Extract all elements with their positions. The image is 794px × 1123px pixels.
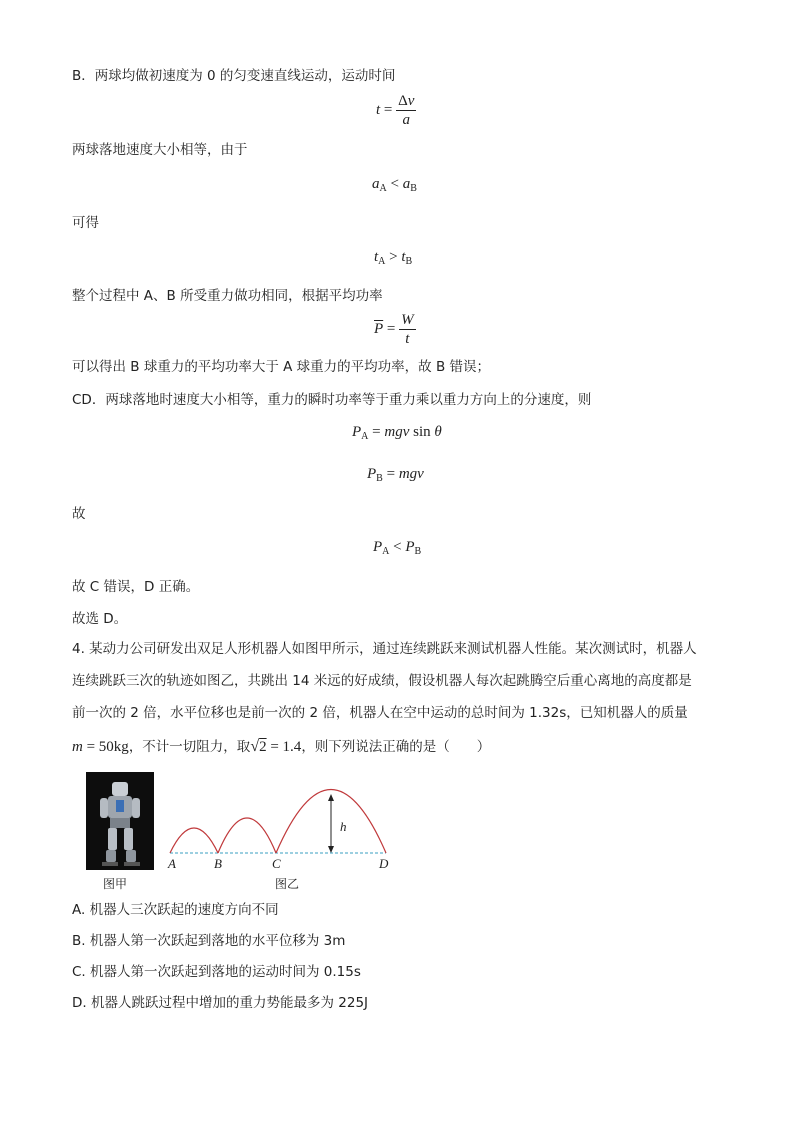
label-h: h	[340, 819, 347, 834]
trajectory-diagram	[160, 786, 400, 872]
text-line: 故	[72, 506, 86, 522]
mass-equation: m = 50kg	[72, 739, 129, 755]
question-text: ，不计一切阻力，取	[128, 739, 251, 755]
equation-pa: $P_A$ = mgv sin θ	[352, 424, 442, 442]
text-line: 整个过程中 A、B 所受重力做功相同，根据平均功率	[72, 288, 383, 304]
text-line: B．两球均做初速度为 0 的匀变速直线运动，运动时间	[72, 68, 396, 84]
arc-1	[170, 828, 218, 853]
text-line: 可得	[72, 215, 99, 231]
text-line: 可以得出 B 球重力的平均功率大于 A 球重力的平均功率，故 B 错误；	[72, 359, 491, 375]
question-line: 连续跳跃三次的轨迹如图乙，共跳出 14 米远的好成绩，假设机器人每次起跳腾空后重心离地的高度都是	[72, 673, 692, 689]
question-text: ，则下列说法正确的是（ ）	[301, 739, 491, 755]
equation-p-avg: $\overline{P}$ = $\frac{W}{t}$	[374, 312, 414, 347]
option-d: D. 机器人跳跃过程中增加的重力势能最多为 225J	[72, 995, 369, 1011]
question-line: 前一次的 2 倍，水平位移也是前一次的 2 倍，机器人在空中运动的总时间为 1.32s，已知机器人的质量	[72, 705, 688, 721]
option-c: C. 机器人第一次跃起到落地的运动时间为 0.15s	[72, 964, 361, 980]
arrow-head-up	[328, 794, 334, 801]
text-line: 两球落地速度大小相等，由于	[72, 142, 248, 158]
text-line: 故选 D。	[72, 611, 128, 627]
text-line: 故 C 错误，D 正确。	[72, 579, 200, 595]
option-b: B. 机器人第一次跃起到落地的水平位移为 3m	[72, 933, 346, 949]
caption-fig2: 图乙	[275, 877, 300, 891]
robot-icon	[86, 772, 154, 870]
label-c: C	[272, 856, 281, 871]
equation-t-compare: $t_A > t_B$	[374, 249, 413, 267]
sqrt-equation: √2 = 1.4	[250, 738, 302, 755]
question-line: 4. 某动力公司研发出双足人形机器人如图甲所示，通过连续跳跃来测试机器人性能。某次测试时，机器人	[72, 641, 697, 657]
label-a: A	[168, 856, 176, 871]
text-line: CD．两球落地时速度大小相等，重力的瞬时功率等于重力乘以重力方向上的分速度，则	[72, 392, 592, 408]
equation-t: t = $\frac{\Delta v}{a}$	[376, 93, 415, 128]
label-d: D	[379, 856, 389, 871]
caption-fig1: 图甲	[103, 877, 128, 891]
arrow-head-down	[328, 846, 334, 853]
robot-photo	[86, 772, 154, 870]
equation-pb: $P_B$ = mgv	[367, 466, 424, 484]
arc-2	[218, 818, 276, 853]
option-a: A. 机器人三次跃起的速度方向不同	[72, 902, 279, 918]
question-line-4	[72, 737, 490, 757]
label-b: B	[214, 856, 222, 871]
equation-p-compare: $P_A < P_B$	[373, 539, 422, 557]
equation-a: $a_A < a_B$	[372, 176, 417, 194]
